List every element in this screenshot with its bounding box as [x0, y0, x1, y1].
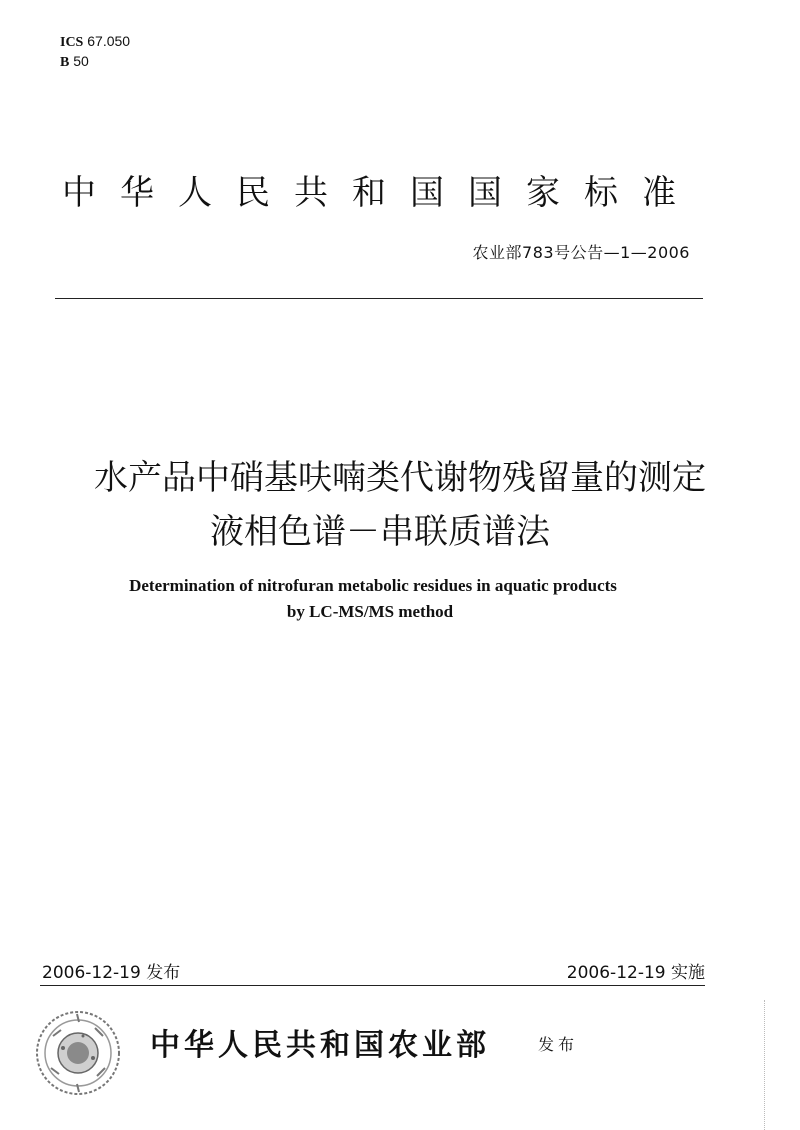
english-title-line-1: Determination of nitrofuran metabolic residues in aquatic products: [129, 576, 617, 595]
ccs-line: [60, 52, 130, 72]
header-divider: [55, 298, 703, 299]
chinese-title-line-1: 水产品中硝基呋喃类代谢物残留量的测定: [94, 458, 706, 498]
chinese-title-line-2: 液相色谱－串联质谱法: [210, 512, 550, 552]
footer-divider: [40, 985, 705, 986]
issued-by-label: 发布: [538, 1035, 579, 1054]
implementation-date: 2006-12-19 实施: [566, 963, 705, 983]
issuing-authority: 中华人民共和国农业部: [150, 1028, 490, 1063]
ics-code: 67.050: [87, 33, 131, 49]
english-title-line-2: by LC-MS/MS method: [286, 602, 454, 621]
national-standard-title: 中华人民共和国国家标准: [62, 173, 700, 213]
official-seal-icon: [33, 1008, 123, 1098]
scan-edge-mark: [764, 1000, 765, 1130]
ics-line: [60, 32, 130, 52]
ccs-label: B: [60, 55, 70, 70]
classification-codes: [60, 32, 130, 72]
ccs-code: 50: [73, 53, 89, 69]
ics-label: ICS: [60, 35, 84, 50]
standard-number: 农业部783号公告—1—2006: [472, 243, 690, 262]
issue-date: 2006-12-19 发布: [42, 963, 181, 983]
